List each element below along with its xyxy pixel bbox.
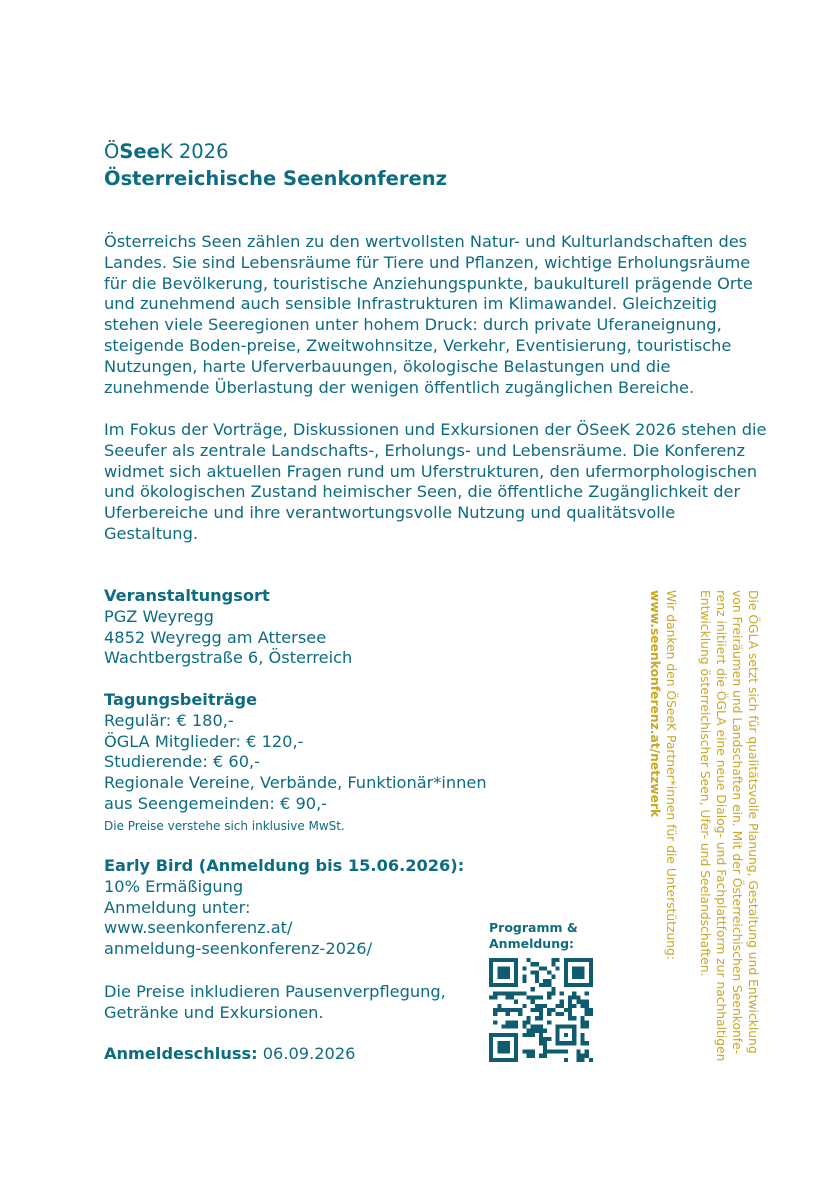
fees-heading: Tagungsbeiträge bbox=[104, 690, 258, 709]
register-label: Anmeldung unter: bbox=[104, 897, 251, 917]
register-url-line2[interactable]: anmeldung-seenkonferenz-2026/ bbox=[104, 939, 373, 959]
inclusions-line1: Die Preise inkludieren Pausenverpflegung, bbox=[104, 982, 446, 1001]
qr-label-line2: Anmeldung: bbox=[489, 936, 575, 951]
qr-code[interactable] bbox=[489, 958, 593, 1062]
conference-name: ÖSeeK 2026 bbox=[104, 140, 229, 163]
venue-street: Wachtbergstraße 6, Österreich bbox=[104, 648, 353, 668]
early-bird-block bbox=[104, 856, 504, 960]
venue-city: 4852 Weyregg am Attersee bbox=[104, 627, 327, 647]
partner-thanks bbox=[647, 590, 679, 980]
inclusions-line2: Getränke und Exkursionen. bbox=[104, 1002, 324, 1022]
deadline-line bbox=[104, 1044, 504, 1065]
page-title bbox=[104, 138, 704, 192]
conference-subtitle: Österreichische Seenkonferenz bbox=[104, 167, 447, 190]
early-bird-heading: Early Bird (Anmeldung bis 15.06.2026): bbox=[104, 856, 465, 875]
fee-regional-line1: Regionale Vereine, Verbände, Funktionär*innen bbox=[104, 773, 487, 793]
fee-regular: Regulär: € 180,- bbox=[104, 710, 234, 730]
qr-label-line1: Programm & bbox=[489, 920, 578, 935]
deadline-block bbox=[104, 1044, 504, 1065]
inclusions-block bbox=[104, 982, 504, 1024]
fee-students: Studierende: € 60,- bbox=[104, 752, 260, 772]
thanks-text: Wir danken den ÖSeeK Partner*innen für die Unterstützung: bbox=[664, 590, 678, 960]
qr-label bbox=[489, 920, 578, 952]
fees-block bbox=[104, 690, 504, 834]
intro-paragraph: Österreichs Seen zählen zu den wertvollsten Natur- und Kulturlandschaften des Landes. Sie sind Lebensräume für Tiere und Pflanzen, wichtige Erholungsräume für die Bevölkerung, touristische Anziehungspunkte, baukulturell prägende Orte und zunehmend auch sensible Infrastrukturen im Klimawandel. Gleichzeitig stehen viele Seeregionen unter hohem Druck: durch private Uferaneignung, steigende Boden-preise, Zweitwohnsitze, Verkehr, Eventisierung, touristische Nutzungen, harte Uferverbauungen, ökologische Belastungen und die zunehmende Überlastung der wenigen öffentlich zugänglichen Bereiche. bbox=[104, 232, 753, 397]
oegla-description: Die ÖGLA setzt sich für qualitätsvolle Planung, Gestaltung und Entwicklung von Freiräumen und Landschaften ein. Mit der Österreichischen Seenkonfe- renz initiiert die ÖGLA eine neue Dialog- und Fachplattform zur nachhaltigen Entwicklung österreichischer Seen, Ufer- und Seelandschaften. bbox=[698, 590, 760, 1062]
venue-block bbox=[104, 586, 504, 669]
network-link[interactable]: www.seenkonferenz.at/netzwerk bbox=[648, 590, 662, 818]
fee-regional-line2: aus Seengemeinden: € 90,- bbox=[104, 793, 328, 813]
fee-members: ÖGLA Mitglieder: € 120,- bbox=[104, 731, 304, 751]
venue-heading: Veranstaltungsort bbox=[104, 586, 270, 605]
fees-vat-note: Die Preise verstehe sich inklusive MwSt. bbox=[104, 818, 345, 833]
focus-paragraph: Im Fokus der Vorträge, Diskussionen und Exkursionen der ÖSeeK 2026 stehen die Seeufer als zentrale Landschafts-, Erholungs- und Lebensräume. Die Konferenz widmet sich aktuellen Fragen rund um Uferstrukturen, den ufermorphologischen und ökologischen Zustand heimischer Seen, die öffentliche Zugänglichkeit der Uferbereiche und ihre verantwortungsvolle Nutzung und qualitätsvolle Gestaltung. bbox=[104, 420, 767, 543]
early-bird-discount: 10% Ermäßigung bbox=[104, 876, 244, 896]
deadline-date: 06.09.2026 bbox=[257, 1044, 356, 1063]
venue-name: PGZ Weyregg bbox=[104, 606, 214, 626]
register-url-line1[interactable]: www.seenkonferenz.at/ bbox=[104, 918, 293, 938]
deadline-label: Anmeldeschluss: bbox=[104, 1044, 258, 1063]
